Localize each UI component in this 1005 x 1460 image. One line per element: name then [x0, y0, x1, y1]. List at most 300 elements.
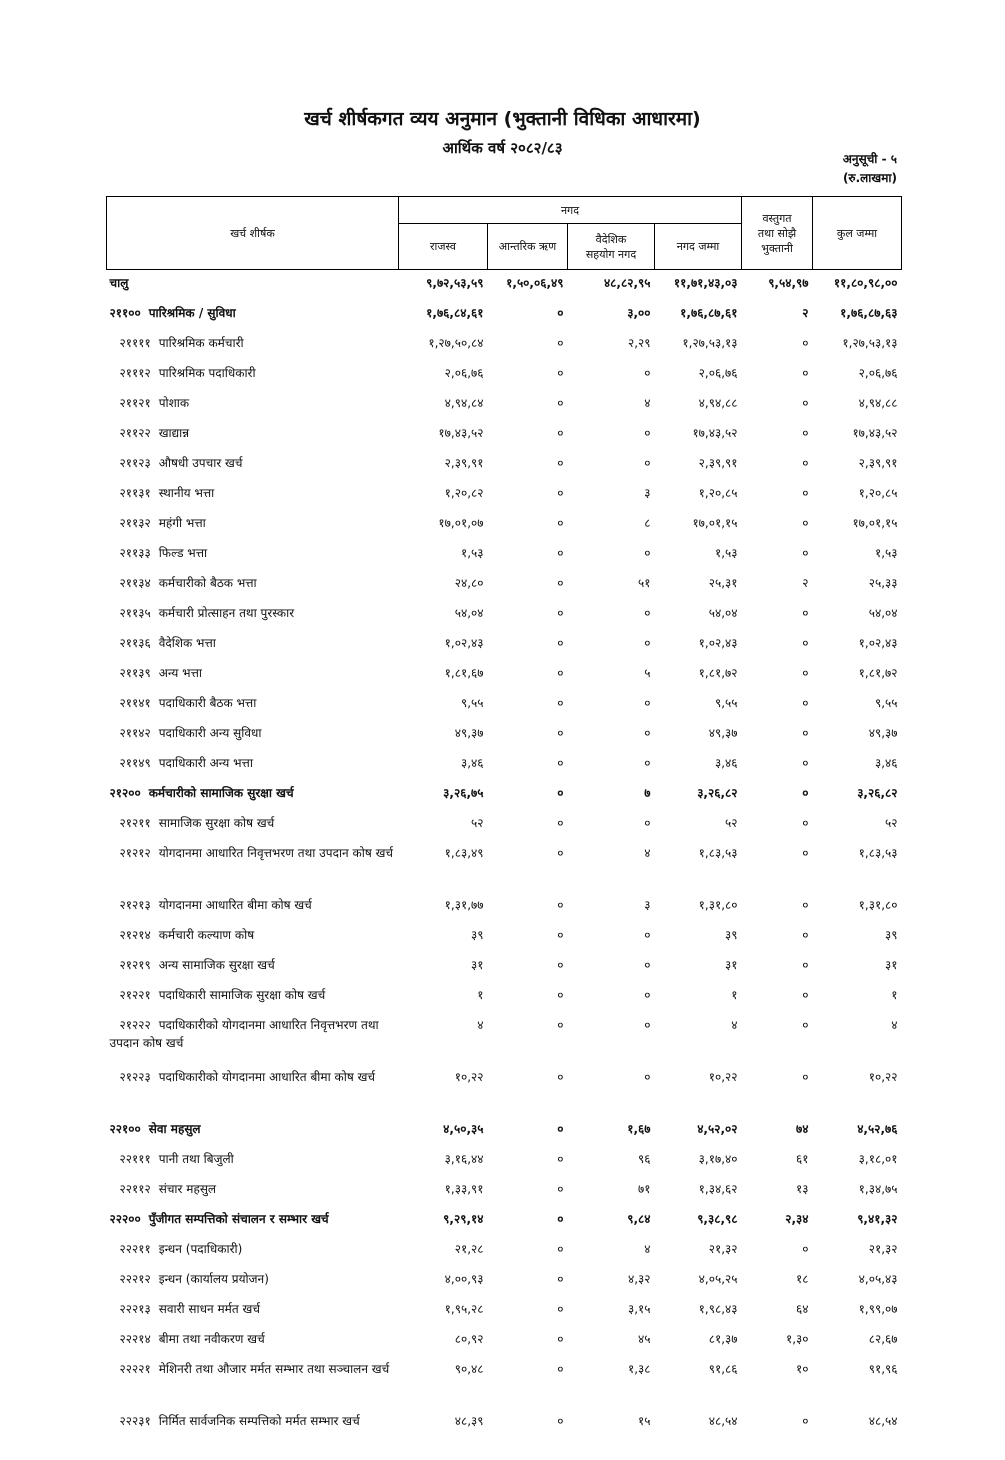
cell-rajaswa: १,८३,४९ [399, 840, 488, 892]
cell-bastugat: ० [742, 360, 813, 390]
schedule-number: अनुसूची - ५ [843, 150, 897, 169]
cell-nagad-jamma: १,८१,७२ [655, 660, 742, 690]
row-code: २१२१४ [120, 928, 151, 942]
cell-kul-jamma: १७,४३,५२ [813, 420, 902, 450]
cell-nagad-jamma: १,२७,५३,१३ [655, 330, 742, 360]
cell-nagad-jamma: ४,५२,०२ [655, 1116, 742, 1146]
row-name: पारिश्रमिक पदाधिकारी [159, 366, 256, 380]
cell-bastugat: ६१ [742, 1146, 813, 1176]
row-code: २२२१२ [120, 1272, 151, 1286]
row-name: सवारी साधन मर्मत खर्च [159, 1302, 260, 1316]
row-code: २११११ [120, 336, 151, 350]
cell-bastugat: ० [742, 390, 813, 420]
row-code: २२२०० [110, 1212, 141, 1226]
cell-baideshik: ९६ [568, 1146, 655, 1176]
cell-bastugat: १८ [742, 1266, 813, 1296]
row-code: २२११२ [120, 1182, 151, 1196]
row-name: कर्मचारीको सामाजिक सुरक्षा खर्च [149, 786, 294, 800]
row-head [107, 1266, 399, 1296]
header-kharcha-shirshak: खर्च शीर्षक [107, 197, 399, 270]
cell-bastugat: ० [742, 480, 813, 510]
cell-bastugat: २ [742, 300, 813, 330]
row-name: सेवा महसुल [149, 1122, 201, 1136]
cell-antarik-rin: ० [488, 570, 568, 600]
cell-rajaswa: १,०२,४३ [399, 630, 488, 660]
cell-baideshik: १,६७ [568, 1116, 655, 1146]
row-head [107, 1206, 399, 1236]
row-code: २२२११ [120, 1242, 151, 1256]
cell-rajaswa: ३१ [399, 952, 488, 982]
cell-baideshik: ० [568, 1064, 655, 1116]
row-code: २११३२ [120, 516, 151, 530]
cell-rajaswa: १,३३,९१ [399, 1176, 488, 1206]
row-name: निर्मित सार्वजनिक सम्पत्तिको मर्मत सम्भार खर्च [159, 1414, 360, 1428]
row-code: २११३६ [120, 636, 151, 650]
row-head [107, 1146, 399, 1176]
cell-antarik-rin: ० [488, 1206, 568, 1236]
cell-antarik-rin: ० [488, 1236, 568, 1266]
row-code: २११३३ [120, 546, 151, 560]
cell-kul-jamma: ४ [813, 1012, 902, 1064]
table-row [107, 600, 902, 630]
cell-bastugat: ० [742, 720, 813, 750]
cell-baideshik: ० [568, 952, 655, 982]
table-row [107, 952, 902, 982]
row-head [107, 1236, 399, 1266]
cell-bastugat: ० [742, 630, 813, 660]
cell-kul-jamma: १७,०१,१५ [813, 510, 902, 540]
cell-antarik-rin: ० [488, 420, 568, 450]
row-name: पदाधिकारी अन्य सुविधा [159, 726, 262, 740]
row-name: मेशिनरी तथा औजार मर्मत सम्भार तथा सञ्चालन खर्च [159, 1362, 390, 1376]
cell-rajaswa: ५४,०४ [399, 600, 488, 630]
cell-nagad-jamma: १०,२२ [655, 1064, 742, 1116]
table-row [107, 570, 902, 600]
table-row [107, 1356, 902, 1408]
cell-nagad-jamma: ४,०५,२५ [655, 1266, 742, 1296]
schedule-label [843, 150, 897, 188]
cell-nagad-jamma: १,९८,४३ [655, 1296, 742, 1326]
cell-bastugat: ० [742, 690, 813, 720]
table-row [107, 390, 902, 420]
row-name: पदाधिकारीको योगदानमा आधारित बीमा कोष खर्च [159, 1070, 375, 1084]
row-head [107, 660, 399, 690]
cell-antarik-rin: ० [488, 450, 568, 480]
row-name: वैदेशिक भत्ता [159, 636, 216, 650]
cell-antarik-rin: ० [488, 630, 568, 660]
table-row [107, 1326, 902, 1356]
table-row [107, 892, 902, 922]
cell-bastugat: ६४ [742, 1296, 813, 1326]
cell-kul-jamma: ५४,०४ [813, 600, 902, 630]
cell-baideshik: ४ [568, 390, 655, 420]
cell-antarik-rin: ० [488, 810, 568, 840]
row-head [107, 1176, 399, 1206]
cell-baideshik: ९,८४ [568, 1206, 655, 1236]
row-head [107, 1326, 399, 1356]
row-name: इन्धन (पदाधिकारी) [159, 1242, 243, 1256]
row-code: २२१०० [110, 1122, 141, 1136]
cell-rajaswa: २,३९,९१ [399, 450, 488, 480]
row-name: औषधी उपचार खर्च [159, 456, 243, 470]
row-name: कर्मचारीको बैठक भत्ता [159, 576, 257, 590]
row-name: पारिश्रमिक / सुविधा [149, 306, 236, 320]
table-row [107, 1146, 902, 1176]
table-row [107, 1012, 902, 1064]
table-row [107, 1266, 902, 1296]
row-head [107, 270, 399, 301]
cell-kul-jamma: १,८१,७२ [813, 660, 902, 690]
row-head [107, 982, 399, 1012]
cell-nagad-jamma: ९,५५ [655, 690, 742, 720]
cell-bastugat: ० [742, 1012, 813, 1064]
cell-rajaswa: १७,४३,५२ [399, 420, 488, 450]
cell-bastugat: ० [742, 660, 813, 690]
row-head [107, 810, 399, 840]
header-bastugat-line2: तथा सोझै [744, 226, 810, 241]
cell-kul-jamma: ४,५२,७६ [813, 1116, 902, 1146]
row-code: २११३५ [120, 606, 151, 620]
row-head [107, 360, 399, 390]
row-name: फिल्ड भत्ता [159, 546, 207, 560]
cell-kul-jamma: १,५३ [813, 540, 902, 570]
cell-kul-jamma: १०,२२ [813, 1064, 902, 1116]
table-row [107, 1296, 902, 1326]
table-row [107, 510, 902, 540]
table-row [107, 922, 902, 952]
cell-baideshik: ० [568, 750, 655, 780]
row-code: २२१११ [120, 1152, 151, 1166]
cell-antarik-rin: ० [488, 510, 568, 540]
cell-bastugat: ० [742, 1236, 813, 1266]
header-nagad-jamma: नगद जम्मा [655, 224, 742, 270]
cell-bastugat: १,३० [742, 1326, 813, 1356]
row-code: २१११२ [120, 366, 151, 380]
cell-nagad-jamma: २५,३१ [655, 570, 742, 600]
page-title: खर्च शीर्षकगत व्यय अनुमान (भुक्तानी विधिका आधारमा) [0, 105, 1005, 131]
cell-bastugat: ० [742, 450, 813, 480]
row-head [107, 330, 399, 360]
cell-antarik-rin: ० [488, 690, 568, 720]
cell-kul-jamma: ४,९४,८८ [813, 390, 902, 420]
header-bastugat [742, 197, 813, 270]
header-rajaswa: राजस्व [399, 224, 488, 270]
cell-bastugat: २ [742, 570, 813, 600]
cell-antarik-rin: १,५०,०६,४९ [488, 270, 568, 301]
cell-rajaswa: २,०६,७६ [399, 360, 488, 390]
cell-nagad-jamma: ४,९४,८८ [655, 390, 742, 420]
cell-rajaswa: ९,५५ [399, 690, 488, 720]
table-row [107, 480, 902, 510]
cell-rajaswa: ३,१६,४४ [399, 1146, 488, 1176]
row-code: २११४९ [120, 756, 151, 770]
cell-rajaswa: २१,२८ [399, 1236, 488, 1266]
cell-baideshik: ३ [568, 480, 655, 510]
cell-kul-jamma: ११,८०,९८,०० [813, 270, 902, 301]
row-head [107, 600, 399, 630]
cell-nagad-jamma: १७,०१,१५ [655, 510, 742, 540]
cell-nagad-jamma: ९,३८,९८ [655, 1206, 742, 1236]
cell-bastugat: ० [742, 892, 813, 922]
cell-kul-jamma: २१,३२ [813, 1236, 902, 1266]
cell-rajaswa: १,२०,८२ [399, 480, 488, 510]
cell-bastugat: २,३४ [742, 1206, 813, 1236]
table-row [107, 1236, 902, 1266]
cell-rajaswa: ८०,९२ [399, 1326, 488, 1356]
cell-kul-jamma: ३,२६,८२ [813, 780, 902, 810]
cell-nagad-jamma: ३,४६ [655, 750, 742, 780]
cell-nagad-jamma: १,२०,८५ [655, 480, 742, 510]
cell-rajaswa: ५२ [399, 810, 488, 840]
cell-rajaswa: २४,८० [399, 570, 488, 600]
cell-baideshik: ० [568, 1012, 655, 1064]
row-head [107, 892, 399, 922]
cell-bastugat: ० [742, 1064, 813, 1116]
row-code: २२२२१ [120, 1362, 151, 1376]
cell-baideshik: ५ [568, 660, 655, 690]
row-head [107, 1116, 399, 1146]
cell-rajaswa: १ [399, 982, 488, 1012]
cell-nagad-jamma: ११,७१,४३,०३ [655, 270, 742, 301]
row-name: पदाधिकारी अन्य भत्ता [159, 756, 253, 770]
cell-bastugat: ० [742, 330, 813, 360]
row-head [107, 690, 399, 720]
cell-kul-jamma: ३,१८,०१ [813, 1146, 902, 1176]
row-code: २२२१४ [120, 1332, 151, 1346]
cell-rajaswa: ३,४६ [399, 750, 488, 780]
row-head [107, 1012, 399, 1064]
cell-nagad-jamma: १,३१,८० [655, 892, 742, 922]
row-name: बीमा तथा नवीकरण खर्च [159, 1332, 265, 1346]
cell-baideshik: ८ [568, 510, 655, 540]
cell-rajaswa: ४,५०,३५ [399, 1116, 488, 1146]
table-row [107, 1176, 902, 1206]
cell-nagad-jamma: ९१,८६ [655, 1356, 742, 1408]
row-name: सामाजिक सुरक्षा कोष खर्च [159, 816, 275, 830]
cell-rajaswa: १७,०१,०७ [399, 510, 488, 540]
row-code: २२२१३ [120, 1302, 151, 1316]
cell-rajaswa: ९,७२,५३,५९ [399, 270, 488, 301]
row-head [107, 390, 399, 420]
cell-antarik-rin: ० [488, 660, 568, 690]
cell-nagad-jamma: ३,१७,४० [655, 1146, 742, 1176]
cell-antarik-rin: ० [488, 300, 568, 330]
cell-bastugat: ० [742, 750, 813, 780]
row-name: पदाधिकारीको योगदानमा आधारित निवृत्तभरण तथा उपदान कोष खर्च [110, 1018, 379, 1050]
cell-nagad-jamma: ३१ [655, 952, 742, 982]
cell-nagad-jamma: ८१,३७ [655, 1326, 742, 1356]
cell-antarik-rin: ० [488, 1296, 568, 1326]
table-row [107, 360, 902, 390]
cell-baideshik: ७ [568, 780, 655, 810]
row-code: २१२०० [110, 786, 141, 800]
cell-baideshik: ० [568, 420, 655, 450]
cell-baideshik: ५१ [568, 570, 655, 600]
cell-antarik-rin: ० [488, 1176, 568, 1206]
row-name: पोशाक [159, 396, 189, 410]
row-head [107, 720, 399, 750]
cell-bastugat: ० [742, 840, 813, 892]
cell-bastugat: १३ [742, 1176, 813, 1206]
cell-antarik-rin: ० [488, 330, 568, 360]
cell-nagad-jamma: ४९,३७ [655, 720, 742, 750]
cell-baideshik: ४५ [568, 1326, 655, 1356]
row-code: २२२३१ [120, 1414, 151, 1428]
row-code: २११३४ [120, 576, 151, 590]
cell-nagad-jamma: १,५३ [655, 540, 742, 570]
table-row [107, 330, 902, 360]
cell-antarik-rin: ० [488, 982, 568, 1012]
cell-baideshik: ७१ [568, 1176, 655, 1206]
cell-antarik-rin: ० [488, 720, 568, 750]
cell-nagad-jamma: १,०२,४३ [655, 630, 742, 660]
cell-nagad-jamma: २,०६,७६ [655, 360, 742, 390]
row-name: कर्मचारी कल्याण कोष [159, 928, 254, 942]
row-head [107, 780, 399, 810]
cell-antarik-rin: ० [488, 480, 568, 510]
cell-kul-jamma: १,९९,०७ [813, 1296, 902, 1326]
cell-nagad-jamma: ३९ [655, 922, 742, 952]
header-bastugat-line3: भुक्तानी [744, 241, 810, 256]
row-code: चालु [110, 276, 129, 290]
cell-antarik-rin: ० [488, 600, 568, 630]
row-code: २११३९ [120, 666, 151, 680]
header-bastugat-line1: वस्तुगत [744, 211, 810, 226]
cell-antarik-rin: ० [488, 1326, 568, 1356]
row-name: योगदानमा आधारित बीमा कोष खर्च [159, 898, 312, 912]
cell-antarik-rin: ० [488, 540, 568, 570]
table-row [107, 810, 902, 840]
cell-rajaswa: ३,२६,७५ [399, 780, 488, 810]
cell-baideshik: ४,३२ [568, 1266, 655, 1296]
cell-baideshik: ० [568, 982, 655, 1012]
table-row-group [107, 1206, 902, 1236]
cell-antarik-rin: ० [488, 780, 568, 810]
cell-antarik-rin: ० [488, 952, 568, 982]
cell-kul-jamma: ४९,३७ [813, 720, 902, 750]
cell-kul-jamma: १,२०,८५ [813, 480, 902, 510]
cell-rajaswa: ४,००,९३ [399, 1266, 488, 1296]
row-name: पुँजीगत सम्पत्तिको संचालन र सम्भार खर्च [149, 1212, 329, 1226]
cell-kul-jamma: १,८३,५३ [813, 840, 902, 892]
table-row-group [107, 300, 902, 330]
cell-rajaswa: ४८,३९ [399, 1408, 488, 1460]
row-head [107, 1356, 399, 1408]
unit-label: (रु.लाखमा) [843, 169, 897, 188]
row-name: खाद्यान्न [159, 426, 189, 440]
cell-rajaswa: १,९५,२८ [399, 1296, 488, 1326]
cell-kul-jamma: ९१,९६ [813, 1356, 902, 1408]
cell-bastugat: ९,५४,९७ [742, 270, 813, 301]
cell-bastugat: ० [742, 1408, 813, 1460]
cell-antarik-rin: ० [488, 1116, 568, 1146]
cell-bastugat: ७४ [742, 1116, 813, 1146]
cell-antarik-rin: ० [488, 922, 568, 952]
row-head [107, 300, 399, 330]
cell-kul-jamma: २,३९,९१ [813, 450, 902, 480]
cell-antarik-rin: ० [488, 1146, 568, 1176]
row-code: २१२१९ [120, 958, 151, 972]
row-code: २१२१२ [120, 846, 151, 860]
row-code: २११४२ [120, 726, 151, 740]
cell-nagad-jamma: २,३९,९१ [655, 450, 742, 480]
header-baideshik-line1: वैदेशिक [570, 232, 652, 247]
cell-kul-jamma: ४,०५,४३ [813, 1266, 902, 1296]
row-code: २१२२३ [120, 1070, 151, 1084]
table-row [107, 420, 902, 450]
cell-baideshik: ० [568, 922, 655, 952]
cell-kul-jamma: ५२ [813, 810, 902, 840]
cell-bastugat: ० [742, 952, 813, 982]
cell-nagad-jamma: ३,२६,८२ [655, 780, 742, 810]
cell-rajaswa: ४९,३७ [399, 720, 488, 750]
cell-baideshik: ० [568, 450, 655, 480]
table-row [107, 660, 902, 690]
row-name: इन्धन (कार्यालय प्रयोजन) [159, 1272, 269, 1286]
table-row [107, 450, 902, 480]
cell-nagad-jamma: १ [655, 982, 742, 1012]
table-row [107, 1064, 902, 1116]
cell-kul-jamma: ८२,६७ [813, 1326, 902, 1356]
table-row [107, 1408, 902, 1460]
row-code: २११२३ [120, 456, 151, 470]
cell-kul-jamma: ३९ [813, 922, 902, 952]
row-name: योगदानमा आधारित निवृत्तभरण तथा उपदान कोष खर्च [159, 846, 393, 860]
row-code: २११४१ [120, 696, 151, 710]
row-head [107, 1064, 399, 1116]
row-name: पदाधिकारी बैठक भत्ता [159, 696, 257, 710]
header-antarik-rin: आन्तरिक ऋण [488, 224, 568, 270]
cell-antarik-rin: ० [488, 360, 568, 390]
row-head [107, 1408, 399, 1460]
table-body [107, 270, 902, 1460]
row-head [107, 952, 399, 982]
cell-rajaswa: ४,९४,८४ [399, 390, 488, 420]
header-nagad: नगद [399, 197, 742, 224]
cell-nagad-jamma: १७,४३,५२ [655, 420, 742, 450]
cell-bastugat: ० [742, 420, 813, 450]
row-head [107, 570, 399, 600]
header-baideshik-line2: सहयोग नगद [570, 247, 652, 262]
cell-baideshik: ३,०० [568, 300, 655, 330]
cell-antarik-rin: ० [488, 1012, 568, 1064]
row-head [107, 420, 399, 450]
cell-kul-jamma: १,३४,७५ [813, 1176, 902, 1206]
row-head [107, 840, 399, 892]
cell-baideshik: १,३८ [568, 1356, 655, 1408]
header-kul-jamma: कुल जम्मा [813, 197, 902, 270]
row-name: महंगी भत्ता [159, 516, 206, 530]
cell-rajaswa: ९०,४८ [399, 1356, 488, 1408]
cell-bastugat: ० [742, 922, 813, 952]
table-row [107, 690, 902, 720]
row-name: संचार महसुल [159, 1182, 216, 1196]
cell-nagad-jamma: ४८,५४ [655, 1408, 742, 1460]
row-name: पारिश्रमिक कर्मचारी [159, 336, 244, 350]
row-code: २१२११ [120, 816, 151, 830]
row-code: २१२२२ [120, 1018, 151, 1032]
row-head [107, 450, 399, 480]
cell-baideshik: ० [568, 630, 655, 660]
cell-nagad-jamma: ५२ [655, 810, 742, 840]
row-code: २११०० [110, 306, 141, 320]
table-header [107, 197, 902, 270]
cell-antarik-rin: ० [488, 1356, 568, 1408]
cell-baideshik: ४ [568, 840, 655, 892]
cell-kul-jamma: ९,४१,३२ [813, 1206, 902, 1236]
cell-kul-jamma: १,२७,५३,१३ [813, 330, 902, 360]
cell-nagad-jamma: ४ [655, 1012, 742, 1064]
